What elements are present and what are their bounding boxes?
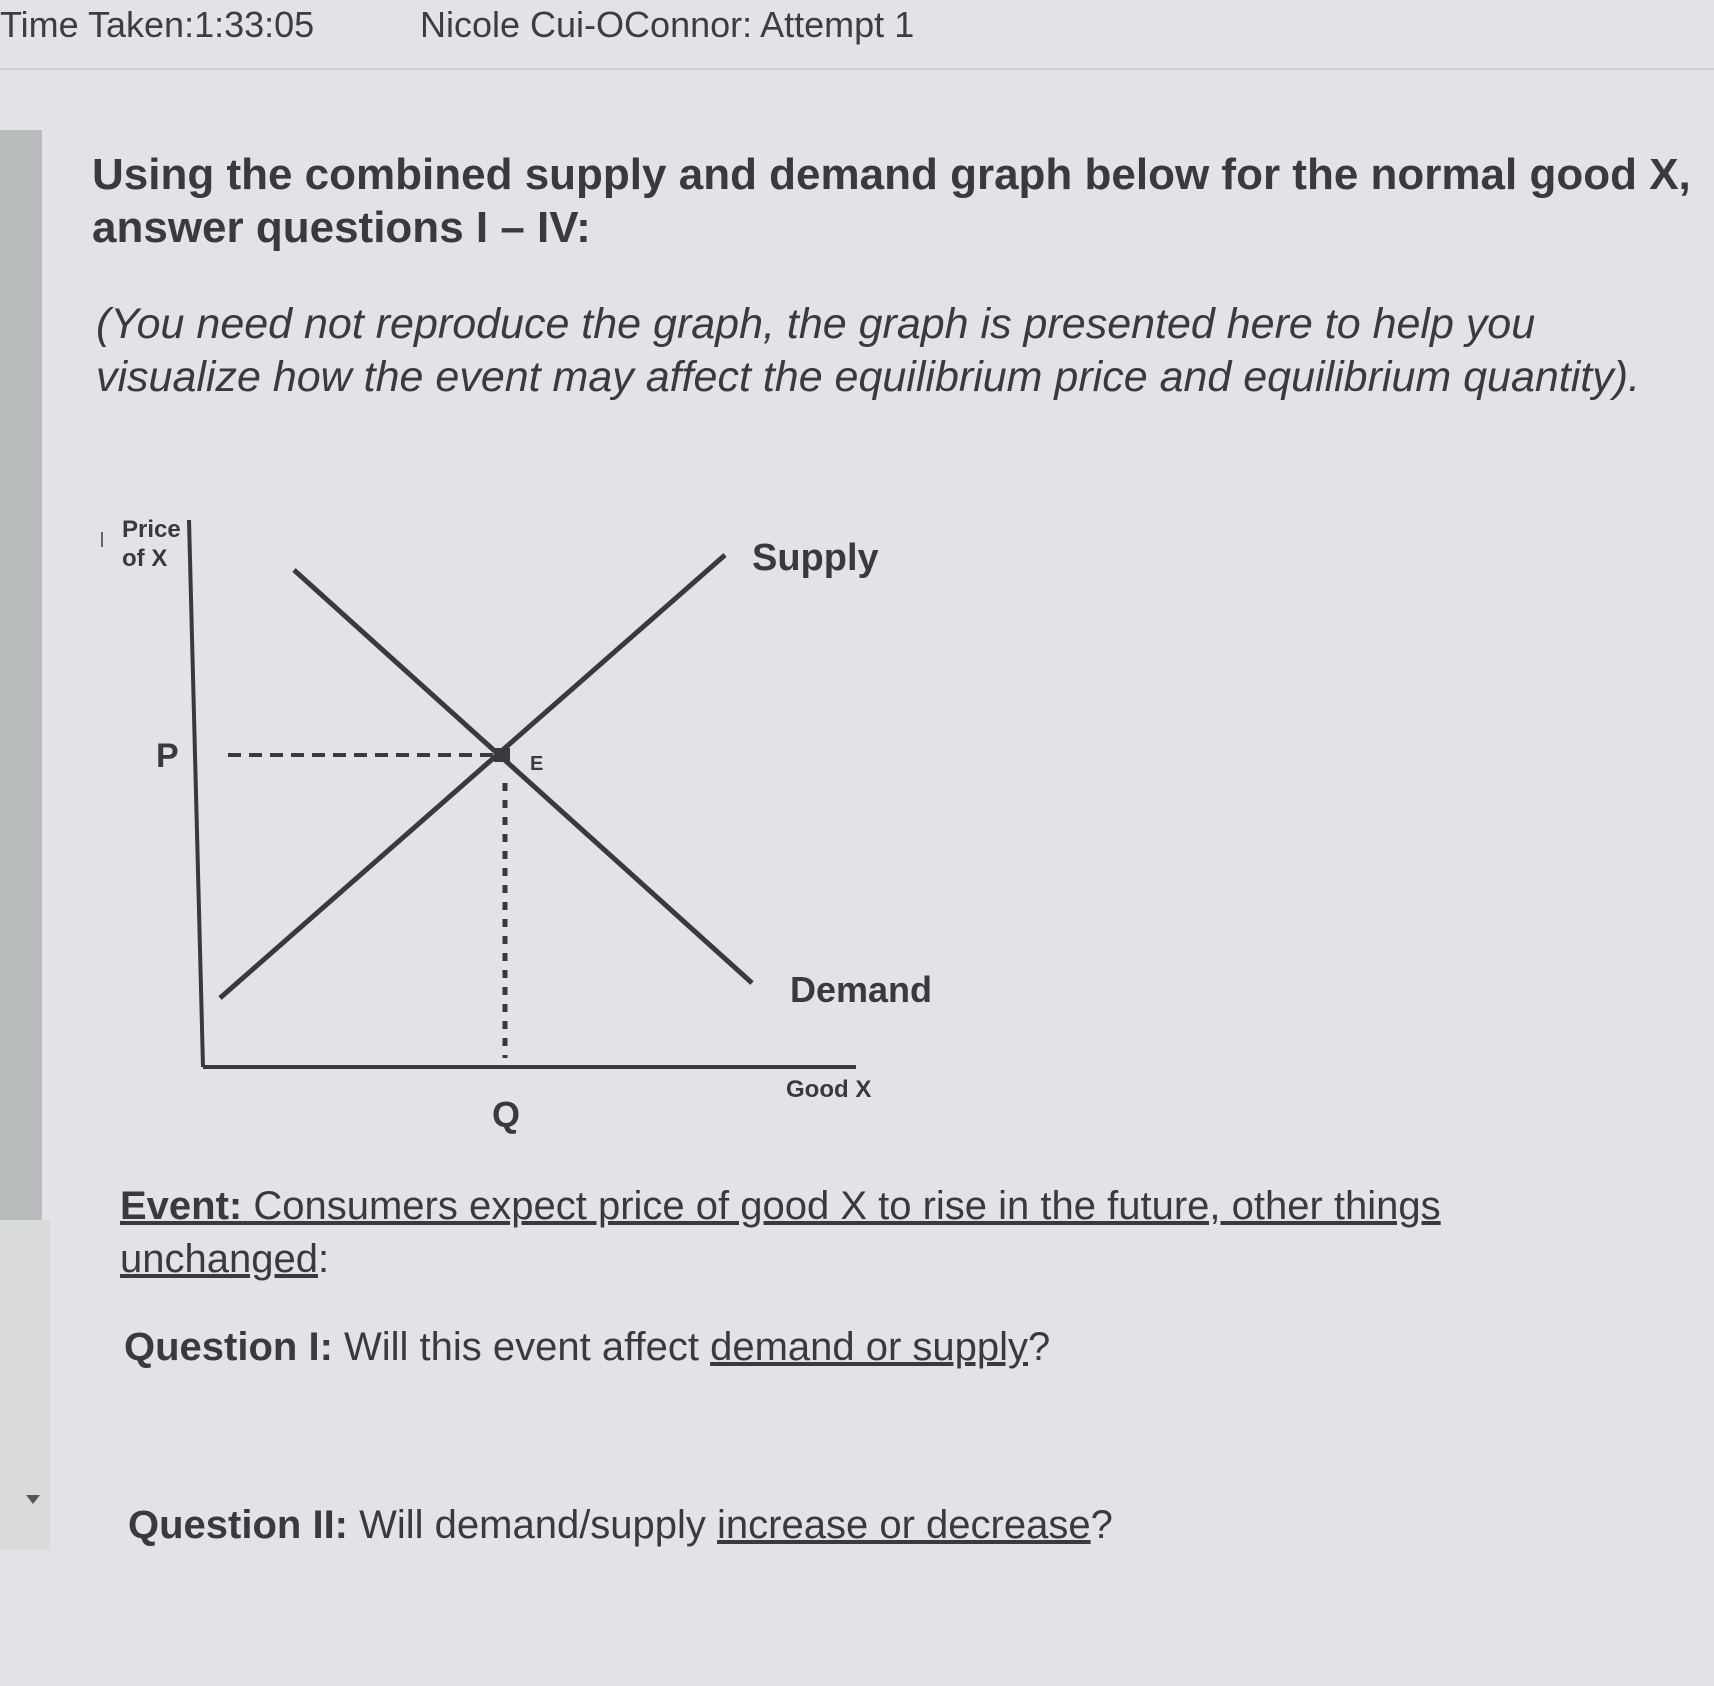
question-2-prefix: Will demand/supply bbox=[348, 1503, 718, 1547]
question-1-prefix: Will this event affect bbox=[332, 1325, 711, 1369]
equilibrium-point bbox=[494, 748, 510, 762]
question-1-underlined: demand or supply bbox=[710, 1325, 1029, 1369]
scroll-down-arrow-icon[interactable] bbox=[26, 1495, 40, 1504]
event-text: Consumers expect price of good X to rise in the future, other things unchanged bbox=[120, 1184, 1441, 1281]
top-bar bbox=[0, 0, 1714, 70]
question-1-suffix: ? bbox=[1028, 1325, 1051, 1369]
time-taken: Time Taken:1:33:05 bbox=[0, 4, 315, 45]
event-statement bbox=[120, 1180, 1560, 1286]
question-2-suffix: ? bbox=[1090, 1503, 1113, 1547]
question-2-underlined: increase or decrease bbox=[717, 1503, 1091, 1547]
supply-demand-graph bbox=[90, 505, 990, 1155]
price-label: P bbox=[156, 737, 179, 775]
sidebar-strip bbox=[0, 130, 42, 1220]
demand-label: Demand bbox=[790, 969, 933, 1010]
y-axis bbox=[189, 520, 203, 1067]
sidebar-lower-strip bbox=[0, 1220, 50, 1550]
supply-curve bbox=[220, 555, 725, 998]
question-2 bbox=[128, 1503, 1113, 1548]
event-colon: : bbox=[317, 1237, 330, 1281]
question-note: (You need not reproduce the graph, the graph is presented here to help you visualize how the event may affect the equilibrium price and equilibrium quantity). bbox=[96, 300, 1641, 401]
attempt-title: Nicole Cui-OConnor: Attempt 1 bbox=[420, 4, 915, 45]
quantity-label: Q bbox=[492, 1094, 521, 1135]
y-axis-label: Price bbox=[122, 516, 181, 543]
question-2-label: Question II: bbox=[128, 1503, 348, 1547]
equilibrium-label: E bbox=[530, 753, 544, 775]
y-axis-label-2: of X bbox=[122, 545, 168, 572]
question-1 bbox=[124, 1325, 1050, 1370]
supply-label: Supply bbox=[752, 537, 879, 579]
question-intro: Using the combined supply and demand graph below for the normal good X, answer questions I – IV: bbox=[92, 150, 1691, 252]
demand-curve bbox=[294, 570, 752, 983]
x-axis-label: Good X bbox=[786, 1076, 872, 1103]
event-label: Event: bbox=[120, 1184, 243, 1228]
question-1-label: Question I: bbox=[124, 1325, 333, 1369]
